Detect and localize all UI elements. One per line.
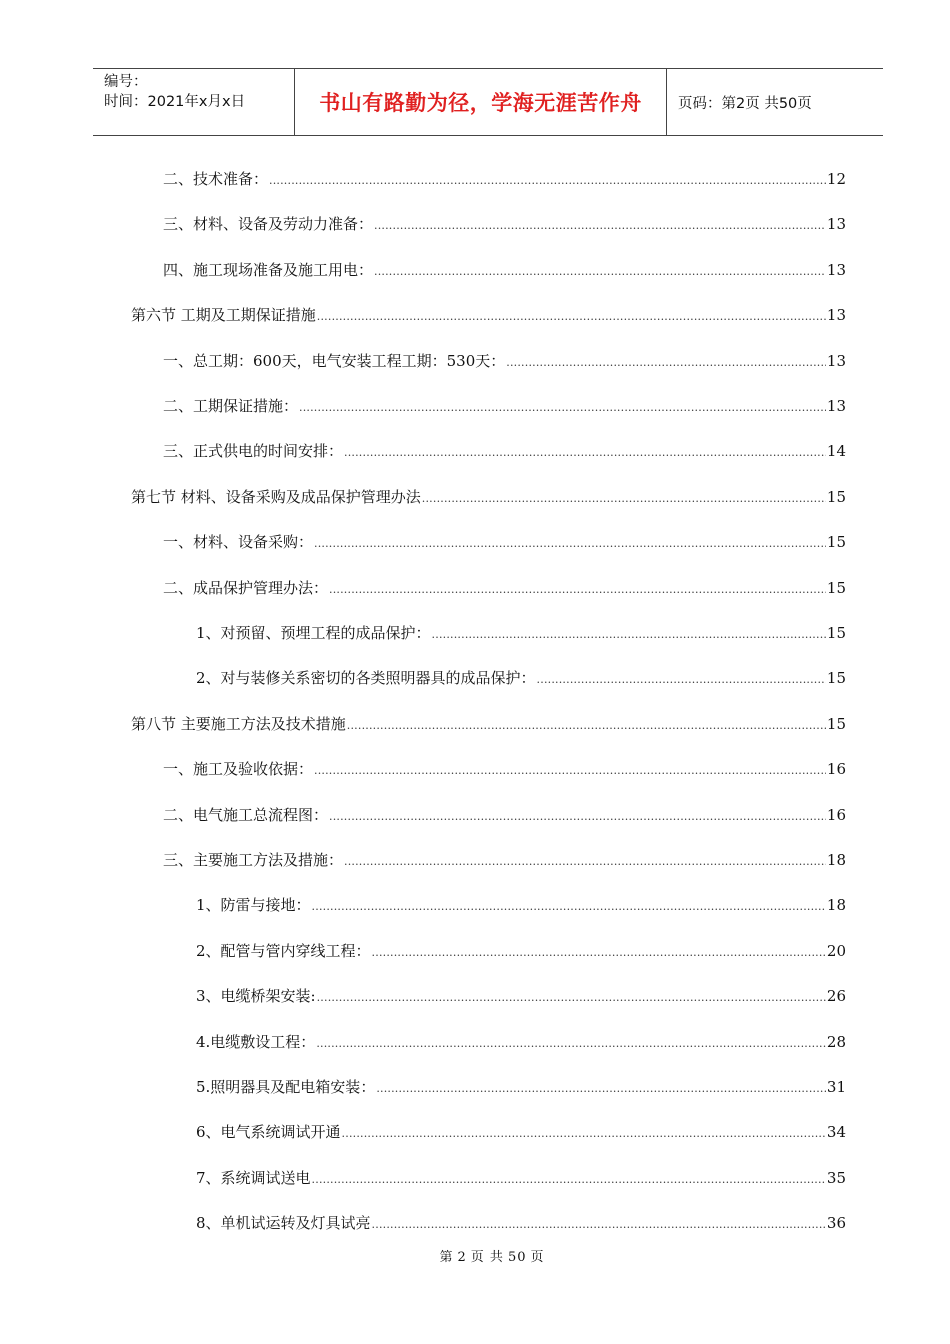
toc-entry-label: 一、施工及验收依据： — [163, 760, 314, 778]
toc-dot-leader — [347, 714, 826, 738]
toc-dot-leader — [506, 351, 826, 375]
toc-dot-leader — [372, 1213, 826, 1237]
toc-entry[interactable] — [196, 621, 846, 645]
toc-dot-leader — [344, 441, 826, 465]
toc-entry[interactable] — [163, 349, 846, 373]
toc-dot-leader — [432, 623, 826, 647]
toc-entry-label: 一、材料、设备采购： — [163, 533, 314, 551]
toc-entry-page: 15 — [826, 579, 846, 597]
document-number-label: 编号： — [104, 74, 148, 90]
toc-entry[interactable] — [163, 803, 846, 827]
toc-dot-leader — [374, 260, 826, 284]
toc-entry[interactable] — [196, 939, 846, 963]
toc-entry-page: 34 — [826, 1123, 846, 1141]
toc-dot-leader — [422, 487, 826, 511]
toc-entry-label: 四、施工现场准备及施工用电： — [163, 261, 374, 279]
toc-entry[interactable] — [163, 212, 846, 236]
toc-dot-leader — [342, 1122, 826, 1146]
toc-entry-page: 36 — [826, 1214, 846, 1232]
toc-entry-page: 15 — [826, 624, 846, 642]
toc-entry-label: 3、电缆桥架安装: — [196, 987, 316, 1005]
toc-entry-page: 16 — [826, 806, 846, 824]
toc-entry[interactable] — [163, 848, 846, 872]
toc-entry-page: 15 — [826, 669, 846, 687]
footer-suffix: 页 — [530, 1250, 545, 1265]
toc-entry-page: 13 — [826, 397, 846, 415]
toc-entry-page: 12 — [826, 170, 846, 188]
toc-dot-leader — [269, 169, 826, 193]
toc-dot-leader — [314, 532, 826, 556]
toc-entry[interactable] — [163, 394, 846, 418]
toc-entry[interactable] — [163, 439, 846, 463]
toc-entry[interactable] — [163, 530, 846, 554]
toc-entry-label: 6、电气系统调试开通 — [196, 1123, 341, 1141]
header-motto: 书山有路勤为径，学海无涯苦作舟 — [295, 69, 667, 135]
page-footer — [0, 1246, 950, 1265]
toc-entry-label: 三、主要施工方法及措施： — [163, 851, 344, 869]
toc-entry-page: 18 — [826, 896, 846, 914]
toc-entry[interactable] — [196, 1120, 846, 1144]
toc-dot-leader — [329, 805, 826, 829]
toc-entry[interactable] — [196, 1211, 846, 1235]
footer-total-pages: 50 — [507, 1250, 527, 1265]
toc-dot-leader — [317, 986, 826, 1010]
toc-dot-leader — [372, 941, 826, 965]
toc-dot-leader — [312, 895, 826, 919]
toc-dot-leader — [317, 305, 826, 329]
toc-entry-page: 16 — [826, 760, 846, 778]
toc-entry-page: 15 — [826, 533, 846, 551]
toc-entry-page: 31 — [826, 1078, 846, 1096]
footer-current-page: 2 — [457, 1250, 467, 1265]
toc-dot-leader — [329, 578, 826, 602]
toc-entry-page: 20 — [826, 942, 846, 960]
toc-entry[interactable] — [196, 666, 846, 690]
footer-middle: 页 共 — [470, 1250, 504, 1265]
toc-entry-label: 1、对预留、预埋工程的成品保护： — [196, 624, 431, 642]
toc-entry[interactable] — [163, 167, 846, 191]
toc-entry-label: 第六节 工期及工期保证措施 — [131, 306, 316, 324]
toc-entry-page: 13 — [826, 306, 846, 324]
toc-entry-label: 二、工期保证措施： — [163, 397, 299, 415]
footer-prefix: 第 — [439, 1250, 454, 1265]
toc-entry[interactable] — [163, 576, 846, 600]
toc-dot-leader — [374, 214, 826, 238]
toc-entry-page: 13 — [826, 261, 846, 279]
toc-entry-label: 7、系统调试送电 — [196, 1169, 311, 1187]
toc-entry[interactable] — [131, 303, 846, 327]
toc-entry-label: 二、电气施工总流程图： — [163, 806, 329, 824]
toc-entry-label: 三、材料、设备及劳动力准备： — [163, 215, 374, 233]
toc-dot-leader — [344, 850, 826, 874]
toc-entry-page: 14 — [826, 442, 846, 460]
toc-entry-label: 2、对与装修关系密切的各类照明器具的成品保护： — [196, 669, 536, 687]
toc-entry[interactable] — [131, 485, 846, 509]
document-date: 时间：2021年x月x日 — [104, 94, 246, 110]
header-page-info: 页码：第2页 共50页 — [678, 95, 812, 112]
toc-dot-leader — [537, 668, 826, 692]
toc-entry[interactable] — [196, 893, 846, 917]
toc-entry[interactable] — [196, 984, 846, 1008]
toc-dot-leader — [314, 759, 826, 783]
toc-entry-page: 26 — [826, 987, 846, 1005]
toc-entry[interactable] — [196, 1166, 846, 1190]
toc-dot-leader — [299, 396, 826, 420]
toc-entry-page: 13 — [826, 215, 846, 233]
toc-entry-page: 15 — [826, 488, 846, 506]
toc-entry-label: 第八节 主要施工方法及技术措施 — [131, 715, 346, 733]
toc-entry[interactable] — [163, 757, 846, 781]
toc-entry[interactable] — [196, 1075, 846, 1099]
toc-entry[interactable] — [163, 258, 846, 282]
toc-entry-label: 一、总工期：600天，电气安装工程工期：530天： — [163, 352, 506, 370]
toc-entry-page: 13 — [826, 352, 846, 370]
toc-entry-label: 第七节 材料、设备采购及成品保护管理办法 — [131, 488, 421, 506]
toc-entry-page: 35 — [826, 1169, 846, 1187]
toc-entry-label: 二、成品保护管理办法： — [163, 579, 329, 597]
toc-dot-leader — [312, 1168, 826, 1192]
toc-entry[interactable] — [131, 712, 846, 736]
toc-entry-label: 8、单机试运转及灯具试亮 — [196, 1214, 371, 1232]
toc-dot-leader — [316, 1032, 826, 1056]
toc-entry[interactable] — [196, 1030, 846, 1054]
toc-entry-label: 三、正式供电的时间安排： — [163, 442, 344, 460]
toc-entry-label: 4.电缆敷设工程： — [196, 1033, 316, 1051]
toc-entry-label: 二、技术准备： — [163, 170, 269, 188]
toc-entry-label: 1、防雷与接地： — [196, 896, 311, 914]
toc-entry-label: 5.照明器具及配电箱安装： — [196, 1078, 376, 1096]
toc-entry-page: 15 — [826, 715, 846, 733]
toc-dot-leader — [376, 1077, 826, 1101]
toc-entry-page: 18 — [826, 851, 846, 869]
toc-entry-page: 28 — [826, 1033, 846, 1051]
toc-entry-label: 2、配管与管内穿线工程： — [196, 942, 371, 960]
